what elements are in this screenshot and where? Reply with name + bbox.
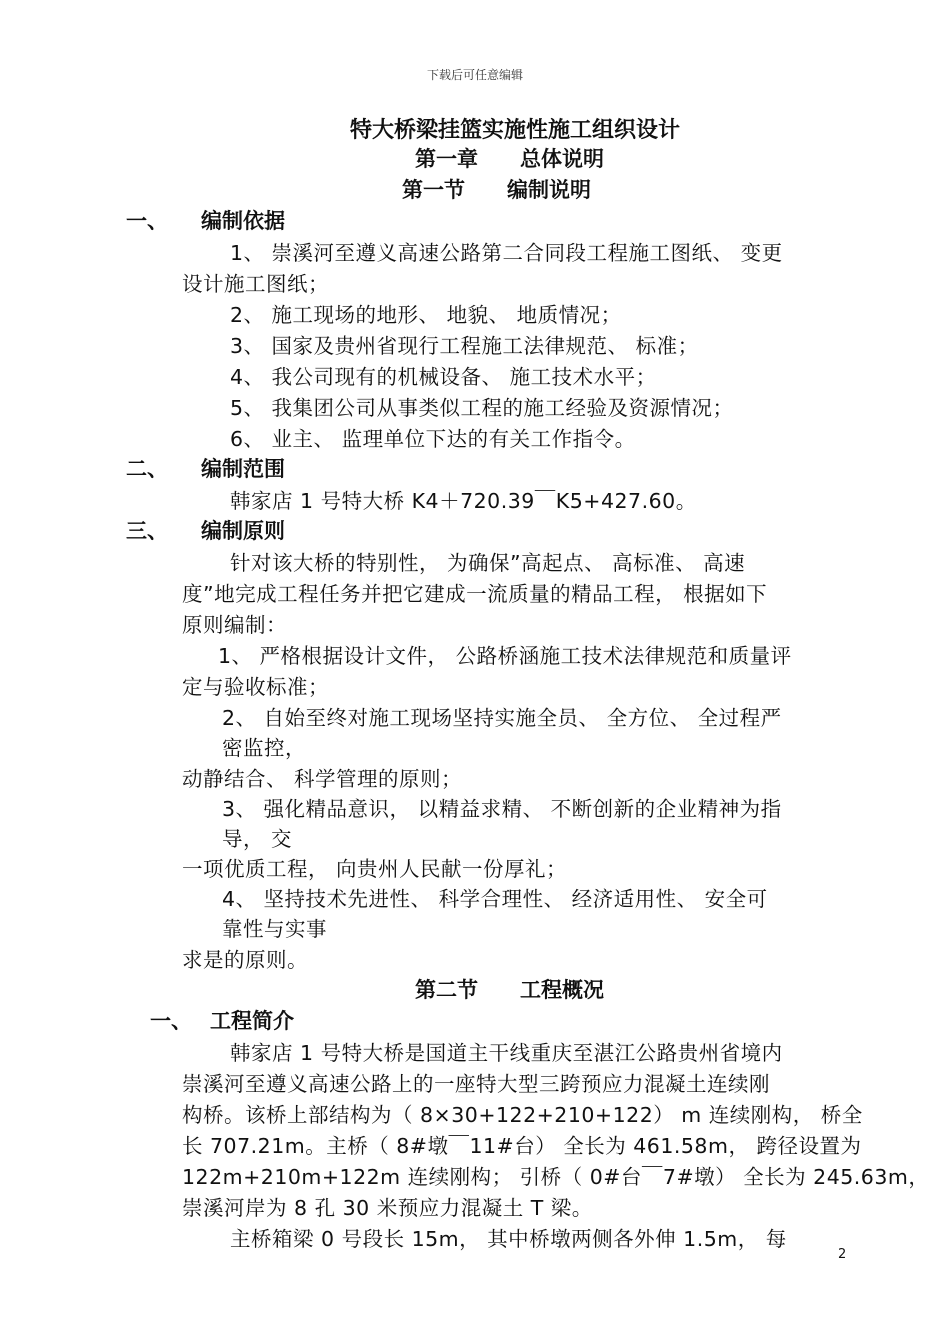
principle-item-4: 4、 坚持技术先进性、 科学合理性、 经济适用性、 安全可 [222, 887, 768, 911]
principle-item-3: 3、 强化精品意识， 以精益求精、 不断创新的企业精神为指 [222, 797, 782, 821]
scope-text: 韩家店 1 号特大桥 K4＋720.39￣K5+427.60。 [230, 489, 697, 513]
basis-item-2: 2、 施工现场的地形、 地貌、 地质情况； [230, 303, 622, 327]
intro-line-5: 122m+210m+122m 连续刚构； 引桥（ 0#台￣7#墩） 全长为 245.63m， [182, 1165, 930, 1189]
principle-item-1: 1、 严格根据设计文件， 公路桥涵施工技术法律规范和质量评 [218, 644, 792, 668]
intro-line-3: 构桥。该桥上部结构为（ 8×30+122+210+122） m 连续刚构， 桥全 [182, 1103, 863, 1127]
principle-item-2: 2、 自始至终对施工现场坚持实施全员、 全方位、 全过程严 [222, 706, 782, 730]
basis-item-3: 3、 国家及贵州省现行工程施工法律规范、 标准； [230, 334, 699, 358]
document-title: 特大桥梁挂篮实施性施工组织设计 [349, 118, 680, 143]
section-1-number: 第一节 [402, 178, 465, 202]
principle-item-3-cont: 导， 交 [222, 827, 293, 851]
part-1-number: 一、 [126, 209, 168, 233]
basis-item-4: 4、 我公司现有的机械设备、 施工技术水平； [230, 365, 657, 389]
principle-item-2-cont: 密监控， [222, 736, 306, 760]
chapter-number: 第一章 [415, 147, 478, 171]
intro-line-6: 崇溪河岸为 8 孔 30 米预应力混凝土 T 梁。 [182, 1196, 593, 1220]
principle-item-4-cont-2: 求是的原则。 [182, 948, 308, 972]
page-number: 2 [838, 1247, 847, 1262]
basis-item-5: 5、 我集团公司从事类似工程的施工经验及资源情况； [230, 396, 734, 420]
part-4-number: 一、 [150, 1009, 192, 1033]
principle-intro-line-3: 原则编制： [182, 613, 287, 637]
intro-line-7: 主桥箱梁 0 号段长 15m， 其中桥墩两侧各外伸 1.5m， 每 [230, 1227, 787, 1251]
page-header: 下载后可任意编辑 [426, 68, 523, 82]
principle-item-4-cont: 靠性与实事 [222, 917, 327, 941]
chapter-title: 总体说明 [520, 147, 604, 171]
principle-item-2-cont-2: 动静结合、 科学管理的原则； [182, 767, 463, 791]
principle-intro-line-2: 度”地完成工程任务并把它建成一流质量的精品工程， 根据如下 [182, 582, 768, 606]
part-3-title: 编制原则 [201, 519, 285, 543]
intro-line-4: 长 707.21m。主桥（ 8#墩￣11#台） 全长为 461.58m， 跨径设置为 [182, 1134, 862, 1158]
principle-item-1-cont: 定与验收标准； [182, 675, 329, 699]
basis-item-1-cont: 设计施工图纸； [182, 272, 329, 296]
basis-item-6: 6、 业主、 监理单位下达的有关工作指令。 [230, 427, 636, 451]
basis-item-1: 1、 崇溪河至遵义高速公路第二合同段工程施工图纸、 变更 [230, 241, 783, 265]
section-2-number: 第二节 [415, 978, 478, 1002]
intro-line-2: 崇溪河至遵义高速公路上的一座特大型三跨预应力混凝土连续刚 [182, 1072, 770, 1096]
part-2-title: 编制范围 [201, 457, 285, 481]
intro-line-1: 韩家店 1 号特大桥是国道主干线重庆至湛江公路贵州省境内 [230, 1041, 783, 1065]
part-3-number: 三、 [126, 519, 168, 543]
part-2-number: 二、 [126, 457, 168, 481]
principle-intro-line-1: 针对该大桥的特别性， 为确保”高起点、 高标准、 高速 [230, 551, 746, 575]
section-1-title: 编制说明 [507, 178, 591, 202]
principle-item-3-cont-2: 一项优质工程， 向贵州人民献一份厚礼； [182, 857, 568, 881]
section-2-title: 工程概况 [520, 978, 604, 1002]
part-4-title: 工程简介 [210, 1009, 294, 1033]
part-1-title: 编制依据 [201, 209, 285, 233]
